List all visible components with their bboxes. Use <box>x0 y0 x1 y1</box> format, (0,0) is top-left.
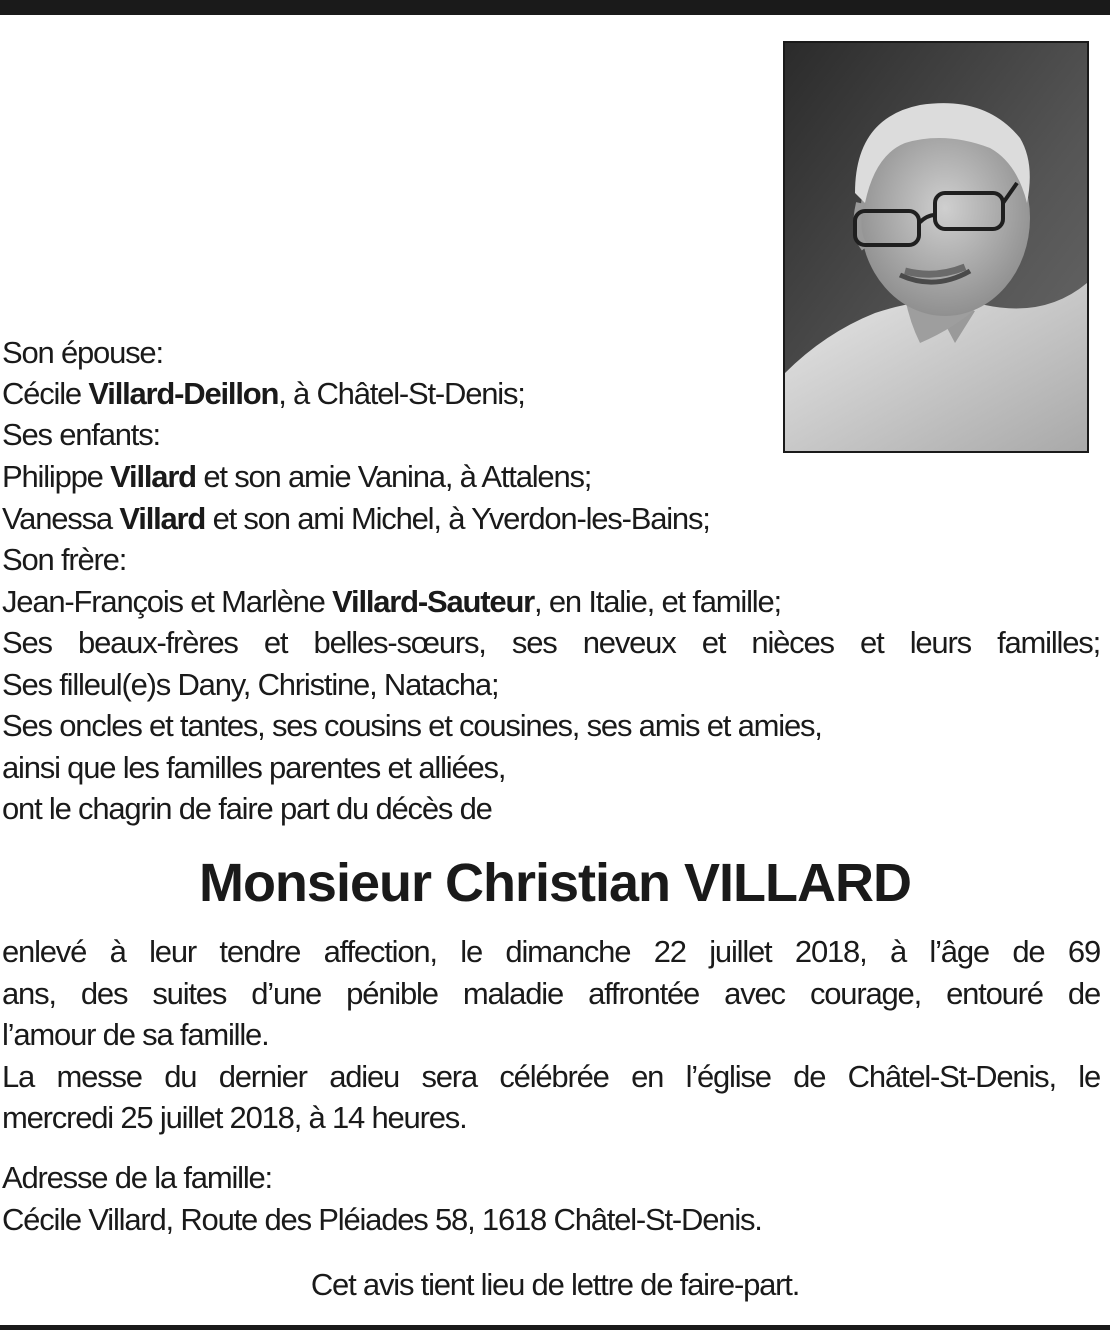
body-line: l’amour de sa famille. <box>2 1017 269 1052</box>
top-rule <box>0 0 1110 15</box>
deceased-name: Monsieur Christian VILLARD <box>198 853 912 913</box>
spouse-heading: Son épouse: <box>2 335 163 370</box>
address-line: Cécile Villard, Route des Pléiades 58, 1618 Châtel-St-Denis. <box>2 1202 762 1237</box>
allied-line: ainsi que les familles parentes et alliées, <box>2 750 506 785</box>
child-line: Vanessa Villard et son ami Michel, à Yverdon-les-Bains; <box>2 501 710 536</box>
godchildren-line: Ses filleul(e)s Dany, Christine, Natacha; <box>2 667 499 702</box>
child-surname: Villard <box>119 501 206 536</box>
brother-line: Jean-François et Marlène Villard-Sauteur, en Italie, et famille; <box>2 584 781 619</box>
child-line: Philippe Villard et son amie Vanina, à Attalens; <box>2 459 592 494</box>
announce-line: ont le chagrin de faire part du décès de <box>2 791 492 826</box>
spouse-surname: Villard-Deillon <box>88 376 279 411</box>
spouse-line: Cécile Villard-Deillon, à Châtel-St-Denis; <box>2 376 525 411</box>
brother-surname: Villard-Sauteur <box>332 584 535 619</box>
child-surname: Villard <box>110 459 196 494</box>
footer-note: Cet avis tient lieu de lettre de faire-part. <box>310 1267 800 1302</box>
body-line: La messe du dernier adieu sera célébrée en l’église de Châtel-St-Denis, le <box>2 1059 1100 1094</box>
portrait-photo <box>783 41 1089 453</box>
relatives-line: Ses oncles et tantes, ses cousins et cousines, ses amis et amies, <box>2 708 822 743</box>
children-heading: Ses enfants: <box>2 417 160 452</box>
inlaws-line: Ses beaux-frères et belles-sœurs, ses neveux et nièces et leurs familles; <box>2 625 1100 660</box>
brother-heading: Son frère: <box>2 542 127 577</box>
address-heading: Adresse de la famille: <box>2 1160 272 1195</box>
body-line: enlevé à leur tendre affection, le dimanche 22 juillet 2018, à l’âge de 69 <box>2 934 1100 969</box>
body-line: ans, des suites d’une pénible maladie affrontée avec courage, entouré de <box>2 976 1100 1011</box>
body-line: mercredi 25 juillet 2018, à 14 heures. <box>2 1100 467 1135</box>
bottom-rule <box>0 1325 1110 1330</box>
